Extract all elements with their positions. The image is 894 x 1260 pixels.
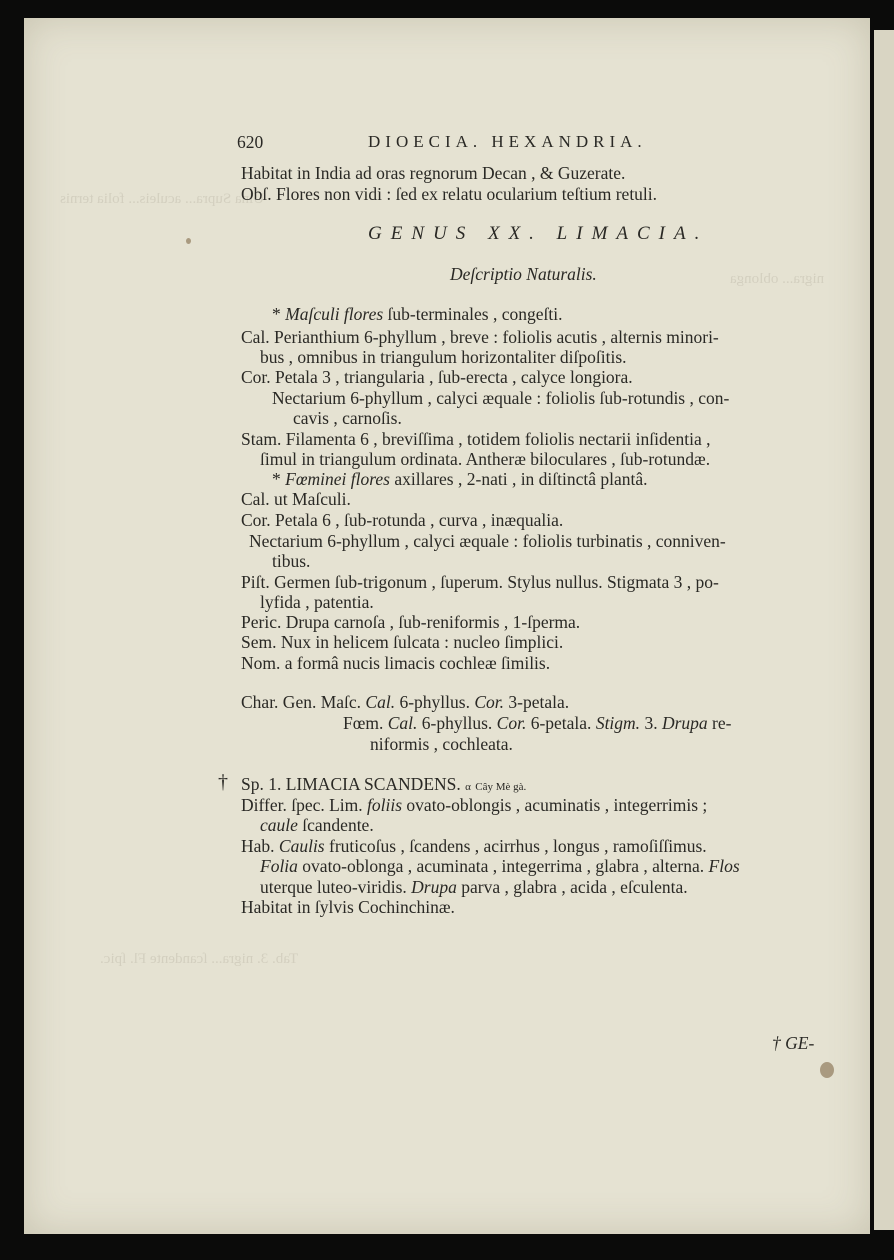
char-line: Fœm. Cal. 6-phyllus. Cor. 6-petala. Stigm. 3. Drupa re- xyxy=(343,713,732,733)
page-number: 620 xyxy=(237,132,264,152)
text-line: * Maſculi flores ſub-terminales , congeſti. xyxy=(272,304,563,324)
text-line: Differ. ſpec. Lim. foliis ovato-oblongis , acuminatis , integerrimis ; xyxy=(241,795,708,815)
catchword: † GE- xyxy=(772,1033,815,1053)
text-line: * Fœminei flores axillares , 2-nati , in diſtinctâ plantâ. xyxy=(272,469,648,489)
text-line: Sem. Nux in helicem ſulcata : nucleo ſimplici. xyxy=(241,632,564,652)
text-line: Habitat in India ad oras regnorum Decan , & Guzerate. xyxy=(241,163,626,183)
text-line: Stam. Filamenta 6 , breviſſima , totidem foliolis nectarii inſidentia , xyxy=(241,429,711,449)
text-line: cavis , carnoſis. xyxy=(293,408,402,428)
text-line: Habitat in ſylvis Cochinchinæ. xyxy=(241,897,455,917)
text-line: ſimul in triangulum ordinata. Antheræ biloculares , ſub-rotundæ. xyxy=(260,449,711,469)
char-line: niformis , cochleata. xyxy=(370,734,513,754)
text-line: lyfida , patentia. xyxy=(260,592,374,612)
running-head: DIOECIA. HEXANDRIA. xyxy=(368,132,647,151)
text-line: Folia ovato-oblonga , acuminata , integerrima , glabra , alterna. Flos xyxy=(260,856,740,876)
show-through-text: nigra... oblonga xyxy=(730,271,825,287)
text-line: Nom. a formâ nucis limacis cochleæ ſimilis. xyxy=(241,653,551,673)
text-line: Obſ. Flores non vidi : ſed ex relatu ocularium teſtium retuli. xyxy=(241,184,658,204)
text-line: bus , omnibus in triangulum horizontaliter diſpoſitis. xyxy=(260,347,627,367)
show-through-text: Tab. 3. nigra... ſcandente Fl. ſpic. xyxy=(100,951,299,967)
text-line: tibus. xyxy=(272,551,311,571)
text-line: uterque luteo-viridis. Drupa parva , glabra , acida , eſculenta. xyxy=(260,877,688,897)
char-line: Char. Gen. Maſc. Cal. 6-phyllus. Cor. 3-petala. xyxy=(241,692,570,712)
text-line: Cal. ut Maſculi. xyxy=(241,489,351,509)
text-line: Peric. Drupa carnoſa , ſub-reniformis , 1-ſperma. xyxy=(241,612,581,632)
text-line: Cor. Petala 6 , ſub-rotunda , curva , inæqualia. xyxy=(241,510,564,530)
text-line: Piſt. Germen ſub-trigonum , ſuperum. Stylus nullus. Stigmata 3 , po- xyxy=(241,572,719,592)
show-through-text: Ulna Supra... aculeis... folia ternis xyxy=(60,191,265,207)
text-line: Nectarium 6-phyllum , calyci æquale : foliolis turbinatis , conniven- xyxy=(249,531,726,551)
text-line: Hab. Caulis fruticoſus , ſcandens , acirrhus , longus , ramoſiſſimus. xyxy=(241,836,707,856)
section-heading: Deſcriptio Naturalis. xyxy=(450,264,597,284)
text-line: Cor. Petala 3 , triangularia , ſub-erecta , calyce longiora. xyxy=(241,367,633,387)
dagger-mark: † xyxy=(218,771,228,793)
text-line: Nectarium 6-phyllum , calyci æquale : foliolis ſub-rotundis , con- xyxy=(272,388,730,408)
species-line: Sp. 1. LIMACIA SCANDENS. α Cây Mè gà. xyxy=(241,774,527,794)
genus-title: GENUS XX. LIMACIA. xyxy=(368,223,709,244)
text-line: Cal. Perianthium 6-phyllum , breve : foliolis acutis , alternis minori- xyxy=(241,327,719,347)
text-line: caule ſcandente. xyxy=(260,815,374,835)
